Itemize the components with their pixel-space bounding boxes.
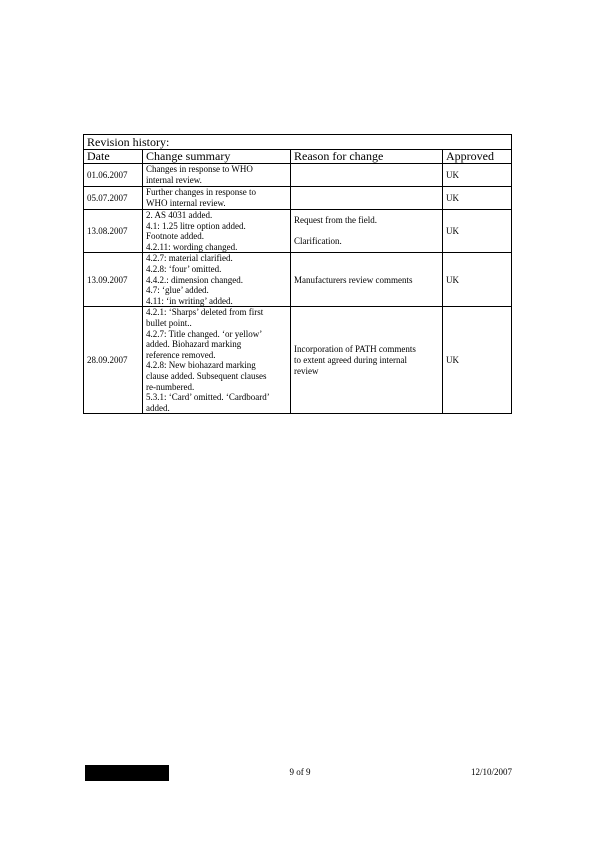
row-summary [143, 210, 291, 253]
summary-line: 4.1: 1.25 litre option added. [146, 220, 246, 231]
summary-line: bullet point.. [146, 317, 192, 328]
row-reason [291, 210, 443, 253]
summary-line: 4.2.11: wording changed. [146, 241, 238, 252]
table-caption: Revision history: [84, 135, 512, 150]
header-approved: Approved [443, 150, 512, 164]
summary-line: 5.3.1: ‘Card’ omitted. ‘Cardboard’ [146, 392, 270, 403]
table-row [84, 187, 512, 210]
summary-line: re-numbered. [146, 381, 195, 392]
row-approved: UK [443, 307, 512, 414]
summary-line: 4.2.7: material clarified. [146, 253, 233, 264]
reason-line: review [294, 365, 319, 376]
row-approved: UK [443, 210, 512, 253]
summary-line: internal review. [146, 174, 202, 185]
footer-date: 12/10/2007 [470, 767, 512, 777]
table-header-row [84, 150, 512, 164]
summary-line: added. [146, 402, 170, 413]
header-reason: Reason for change [291, 150, 443, 164]
summary-line: 4.2.8: ‘four’ omitted. [146, 263, 222, 274]
redacted-block [85, 765, 169, 781]
summary-line: clause added. Subsequent clauses [146, 370, 267, 381]
row-summary [143, 253, 291, 307]
summary-line: WHO internal review. [146, 197, 226, 208]
row-reason [291, 187, 443, 210]
summary-line: 2. AS 4031 added. [146, 210, 213, 220]
reason-line: Manufacturers review comments [294, 274, 413, 285]
summary-line: Further changes in response to [146, 187, 256, 197]
revision-history-table [83, 134, 512, 414]
summary-line: reference removed. [146, 349, 216, 360]
row-date: 01.06.2007 [84, 164, 143, 187]
summary-line: Changes in response to WHO [146, 164, 253, 174]
header-change-summary: Change summary [143, 150, 291, 164]
page-number: 9 of 9 [289, 767, 311, 777]
row-date: 28.09.2007 [84, 307, 143, 414]
table-row [84, 307, 512, 414]
row-date: 13.09.2007 [84, 253, 143, 307]
summary-line: 4.11: ‘in writing’ added. [146, 295, 233, 306]
summary-line: 4.7: ‘glue’ added. [146, 285, 209, 296]
row-approved: UK [443, 164, 512, 187]
row-approved: UK [443, 187, 512, 210]
summary-line: 4.2.8: New biohazard marking [146, 360, 256, 371]
reason-line: Incorporation of PATH comments [294, 344, 416, 355]
table-row [84, 253, 512, 307]
row-reason [291, 307, 443, 414]
row-date: 13.08.2007 [84, 210, 143, 253]
row-approved: UK [443, 253, 512, 307]
row-summary [143, 164, 291, 187]
row-reason [291, 164, 443, 187]
summary-line: 4.4.2.: dimension changed. [146, 274, 243, 285]
row-summary [143, 307, 291, 414]
summary-line: 4.2.1: ‘Sharps’ deleted from first [146, 307, 264, 318]
row-reason [291, 253, 443, 307]
header-date: Date [84, 150, 143, 164]
summary-line: 4.2.7: Title changed. ‘or yellow’ [146, 328, 263, 339]
table-row [84, 210, 512, 253]
reason-line: Request from the field. [294, 215, 377, 226]
table-row [84, 164, 512, 187]
row-summary [143, 187, 291, 210]
summary-line: Footnote added. [146, 231, 204, 242]
reason-line: to extent agreed during internal [294, 355, 407, 366]
reason-line: Clarification. [294, 236, 342, 247]
row-date: 05.07.2007 [84, 187, 143, 210]
summary-line: added. Biohazard marking [146, 339, 242, 350]
